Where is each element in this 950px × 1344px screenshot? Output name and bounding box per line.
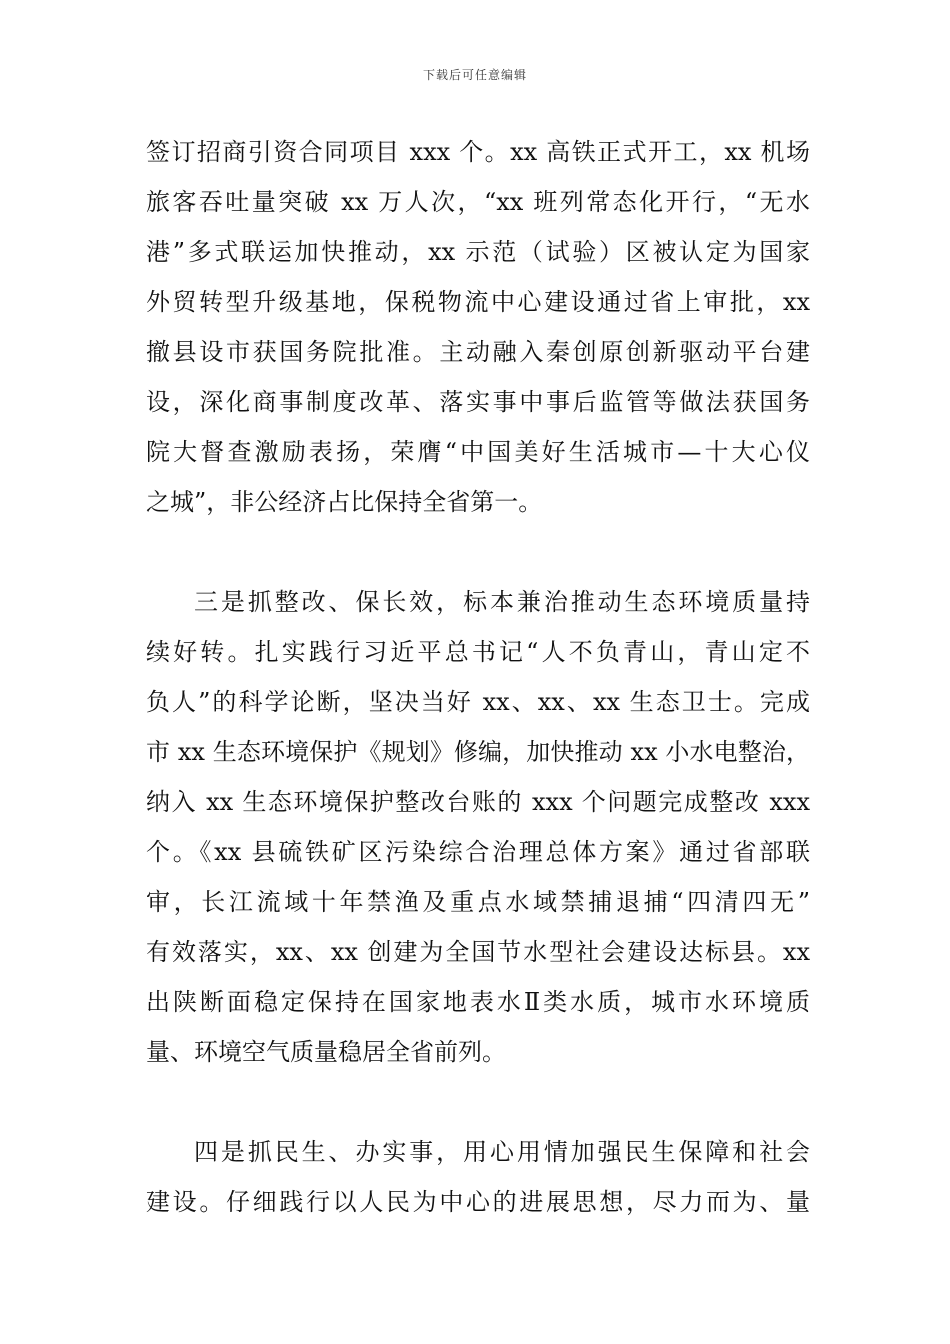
text-line: 纳入 xx 生态环境保护整改台账的 xxx 个问题完成整改 xxx: [146, 788, 810, 816]
text-line: 有效落实，xx、xx 创建为全国节水型社会建设达标县。xx: [146, 938, 810, 966]
text-line: 出陕断面稳定保持在国家地表水Ⅱ类水质，城市水环境质: [146, 988, 810, 1016]
paragraph-gap: [146, 527, 810, 577]
text-line: 院大督查激励表扬，荣膺“中国美好生活城市—十大心仪: [146, 438, 810, 466]
text-line: 负人”的科学论断，坚决当好 xx、xx、xx 生态卫士。完成: [146, 688, 810, 716]
paragraph: [146, 1127, 810, 1227]
page-header: 下载后可任意编辑: [422, 68, 527, 82]
text-line: 设，深化商事制度改革、落实事中事后监管等做法获国务: [146, 388, 810, 416]
text-line: 港”多式联运加快推动，xx 示范（试验）区被认定为国家: [146, 238, 810, 266]
text-line: 撤县设市获国务院批准。主动融入秦创原创新驱动平台建: [146, 338, 810, 366]
text-line: 建设。仔细践行以人民为中心的进展思想，尽力而为、量: [146, 1188, 810, 1216]
document-body: [146, 127, 810, 1227]
paragraph-gap: [146, 1077, 810, 1127]
text-line: 个。《xx 县硫铁矿区污染综合治理总体方案》通过省部联: [146, 838, 810, 866]
text-line: 量、环境空气质量稳居全省前列。: [146, 1038, 506, 1066]
text-line: 续好转。扎实践行习近平总书记“人不负青山，青山定不: [146, 638, 810, 666]
text-line: 审，长江流域十年禁渔及重点水域禁捕退捕“四清四无”: [146, 888, 810, 916]
text-line: 四是抓民生、办实事，用心用情加强民生保障和社会: [194, 1138, 810, 1166]
text-line: 三是抓整改、保长效，标本兼治推动生态环境质量持: [194, 588, 810, 616]
text-line: 市 xx 生态环境保护《规划》修编，加快推动 xx 小水电整治，: [146, 738, 810, 766]
text-line: 签订招商引资合同项目 xxx 个。xx 高铁正式开工，xx 机场: [146, 138, 810, 166]
paragraph: [146, 127, 810, 527]
text-line: 外贸转型升级基地，保税物流中心建设通过省上审批，xx: [146, 288, 810, 316]
paragraph: [146, 577, 810, 1077]
text-line: 之城”，非公经济占比保持全省第一。: [146, 488, 543, 516]
text-line: 旅客吞吐量突破 xx 万人次，“xx 班列常态化开行，“无水: [146, 188, 810, 216]
